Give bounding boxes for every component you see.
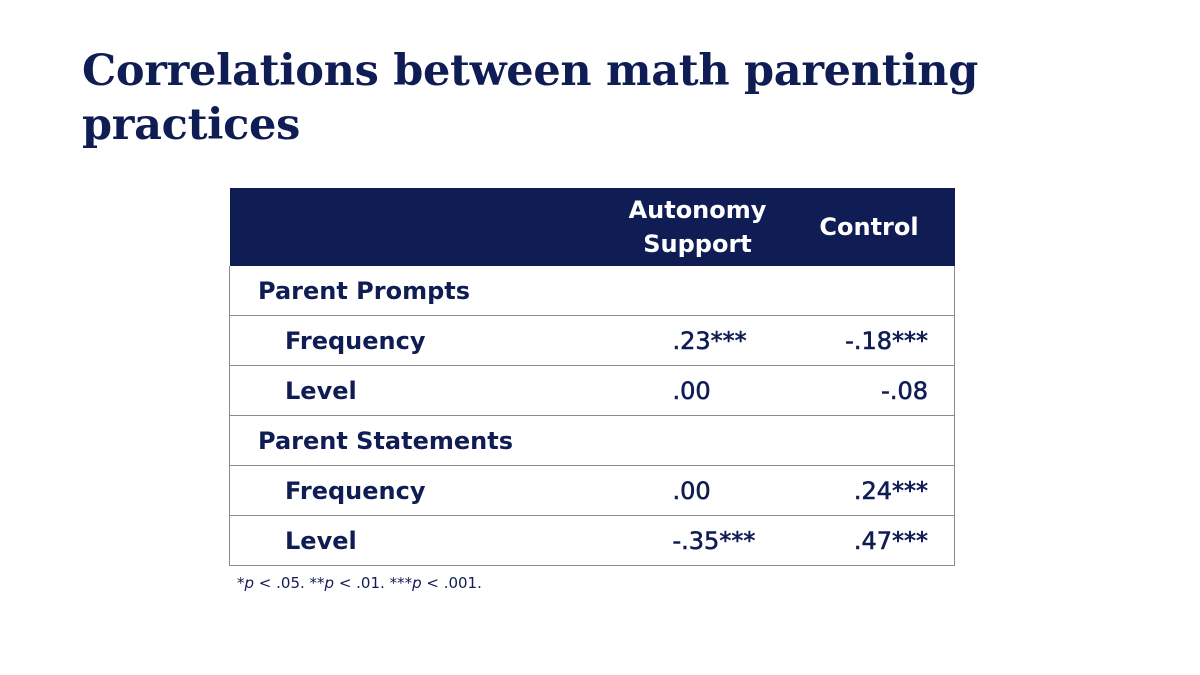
note-stars: ** [309, 574, 325, 592]
significance-note [237, 574, 482, 592]
note-p: p [244, 574, 255, 592]
group-label: Parent Statements [230, 416, 612, 466]
row-label: Frequency [230, 466, 612, 516]
table-row [230, 516, 955, 566]
note-threshold: < .05. [254, 574, 310, 592]
header-control: Control [784, 188, 955, 266]
note-stars: *** [389, 574, 413, 592]
autonomy-value: .23*** [612, 316, 784, 366]
autonomy-value: .00 [612, 466, 784, 516]
autonomy-value: .00 [612, 366, 784, 416]
correlation-table [229, 188, 955, 566]
row-label: Level [230, 516, 612, 566]
group-row-parent-prompts [230, 266, 955, 316]
control-value: .47*** [784, 516, 955, 566]
header-blank-cell [230, 188, 612, 266]
group-label: Parent Prompts [230, 266, 612, 316]
table-row [230, 366, 955, 416]
note-threshold: < .01. [334, 574, 390, 592]
table-body [230, 266, 955, 566]
row-label: Frequency [230, 316, 612, 366]
header-row [230, 188, 955, 266]
group-row-parent-statements [230, 416, 955, 466]
note-p: p [412, 574, 422, 592]
table-row [230, 316, 955, 366]
control-value: -.18*** [784, 316, 955, 366]
note-threshold: < .001. [421, 574, 482, 592]
slide-title: Correlations between math parenting practices [82, 46, 979, 150]
table-row [230, 466, 955, 516]
autonomy-value: -.35*** [612, 516, 784, 566]
row-label: Level [230, 366, 612, 416]
empty-cell [612, 266, 784, 316]
control-value: .24*** [784, 466, 955, 516]
note-p: p [324, 574, 335, 592]
header-autonomy-support: Autonomy Support [612, 188, 784, 266]
note-stars: * [237, 574, 245, 592]
empty-cell [784, 416, 955, 466]
control-value: -.08 [784, 366, 955, 416]
table-header [230, 188, 955, 266]
empty-cell [784, 266, 955, 316]
empty-cell [612, 416, 784, 466]
